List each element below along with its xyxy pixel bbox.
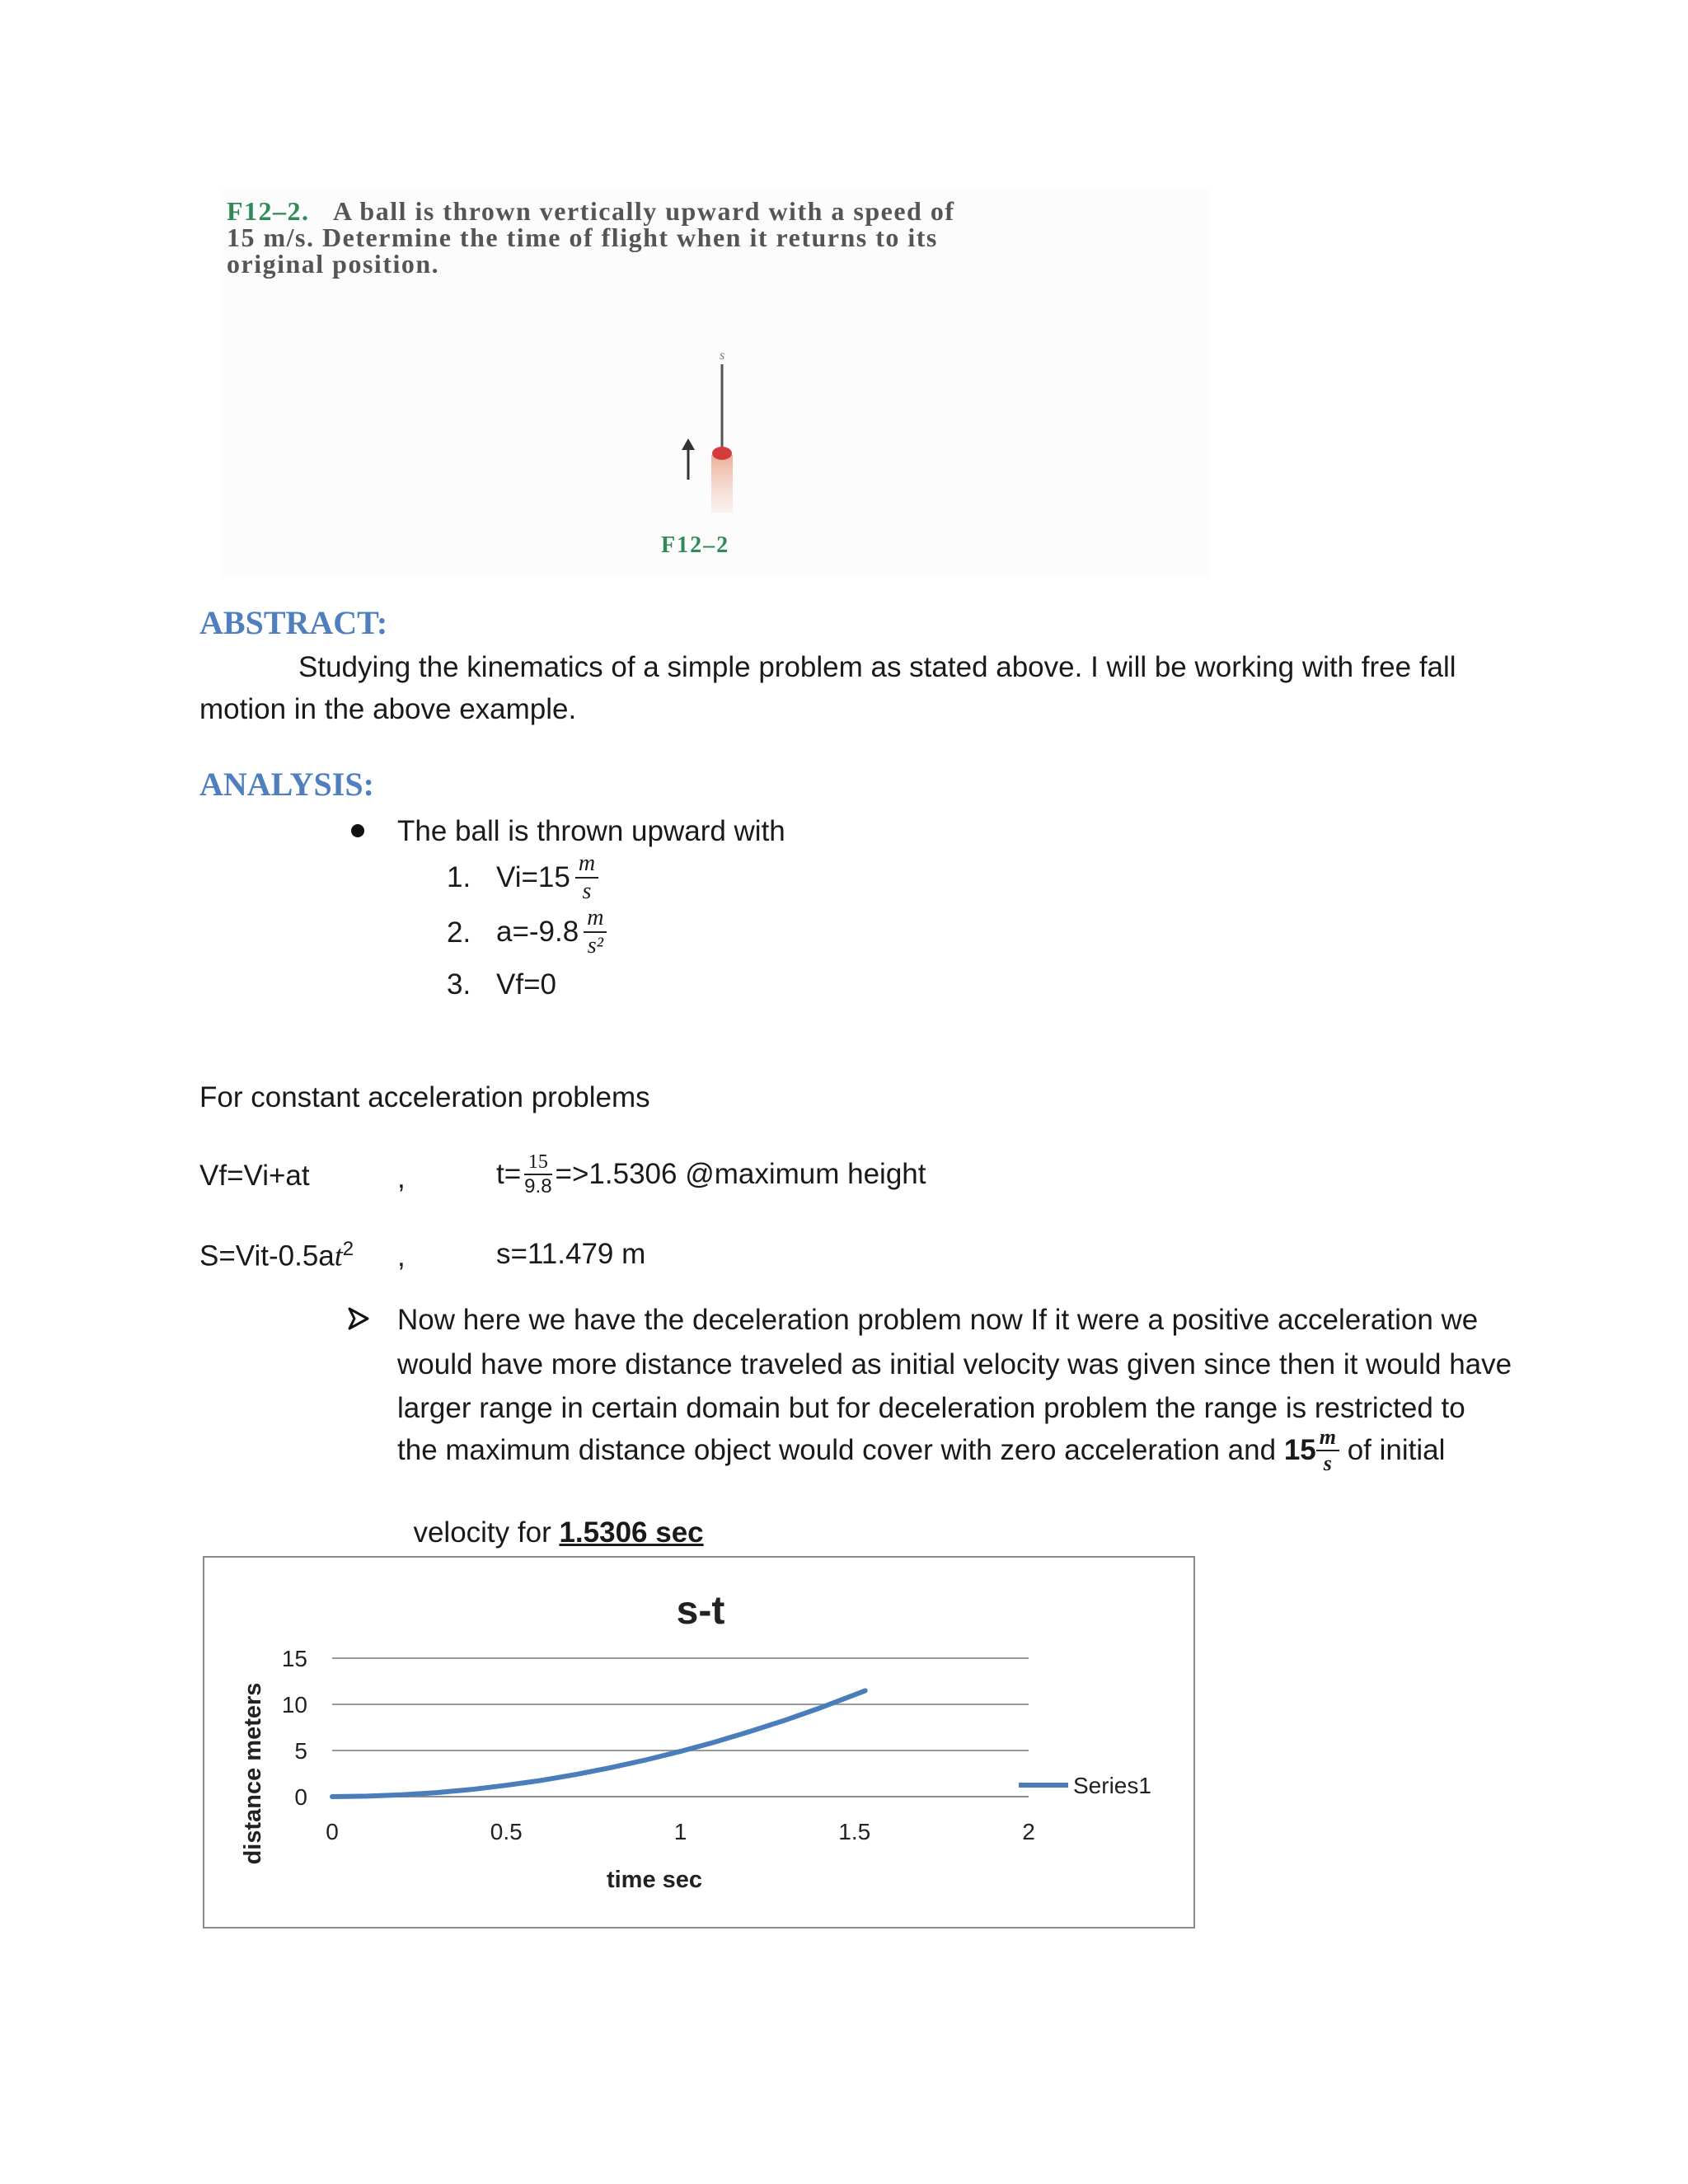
eq1-numerator: 15 [524, 1152, 551, 1175]
unit-denominator: s [582, 879, 592, 904]
discussion-speed-unit [1316, 1427, 1339, 1474]
item-2-number: 2. [447, 916, 471, 949]
s-axis-label: s [720, 349, 725, 363]
ball [712, 447, 732, 460]
ball-diagram [659, 338, 758, 519]
discussion-line-5-text: velocity for [413, 1516, 560, 1549]
abstract-line-2: motion in the above example. [199, 693, 577, 725]
bullet-text: The ball is thrown upward with [397, 815, 785, 847]
s-t-chart [204, 1558, 1193, 1927]
discussion-time-value: 1.5306 sec [559, 1516, 704, 1549]
eq2-text: S=Vit-0.5a [199, 1240, 335, 1272]
problem-line-2: 15 m/s. Determine the time of flight when it returns to its [227, 223, 938, 252]
chart-title: s-t [676, 1589, 725, 1633]
tick-labels [282, 1646, 1035, 1844]
arrow-bullet-icon [348, 1307, 369, 1330]
eq1-result: =>1.5306 @maximum height [555, 1158, 926, 1190]
y-tick-0: 0 [294, 1784, 307, 1810]
equation-1-comma: , [397, 1162, 406, 1194]
legend [1019, 1773, 1151, 1798]
x-tick-2: 2 [1022, 1819, 1035, 1844]
unit-denominator: s [1323, 1451, 1332, 1475]
discussion-line-4-text: the maximum distance object would cover with zero acceleration and [397, 1434, 1284, 1466]
x-axis-label: time sec [606, 1867, 703, 1893]
item-1 [496, 849, 598, 907]
abstract-line-1: Studying the kinematics of a simple problem as stated above. I will be working with free fall [298, 651, 1456, 683]
problem-text-1: A ball is thrown vertically upward with a speed of [333, 196, 955, 226]
motion-trail [711, 455, 733, 513]
item-3-number: 3. [447, 968, 471, 1001]
unit-numerator: m [575, 852, 598, 879]
equation-2-comma: , [397, 1240, 406, 1272]
problem-line-1 [227, 198, 955, 224]
discussion-line-4 [397, 1422, 1445, 1479]
figure-label: F12–2 [661, 532, 730, 558]
unit-denominator: s² [587, 933, 603, 958]
chart-container [203, 1556, 1195, 1929]
item-1-text: Vi=15 [496, 861, 570, 893]
y-tick-10: 10 [281, 1692, 307, 1718]
discussion-line-5 [397, 1483, 704, 1549]
discussion-line-3: larger range in certain domain but for deceleration problem the range is restricted to [397, 1392, 1465, 1424]
grid-lines [332, 1658, 1029, 1797]
x-tick-1.5: 1.5 [838, 1819, 871, 1844]
y-tick-15: 15 [281, 1646, 307, 1671]
eq1-denominator: 9.8 [524, 1175, 552, 1197]
up-arrow-head [682, 438, 695, 450]
unit-numerator: m [1316, 1427, 1339, 1451]
series-line-1 [332, 1690, 865, 1797]
item-3-text: Vf=0 [496, 968, 556, 1001]
unit-numerator: m [584, 907, 607, 933]
item-2-text: a=-9.8 [496, 916, 579, 948]
eq2-exponent: 2 [342, 1238, 354, 1260]
bullet-dot [351, 824, 364, 837]
x-tick-0: 0 [326, 1819, 339, 1844]
equation-1-right [496, 1141, 926, 1207]
equation-2-result: s=11.479 m [496, 1238, 646, 1270]
eq1-t: t= [496, 1158, 522, 1190]
equations-intro: For constant acceleration problems [199, 1081, 650, 1113]
y-tick-5: 5 [294, 1738, 307, 1764]
problem-line-3: original position. [227, 249, 440, 279]
eq2-variable: t [334, 1239, 343, 1272]
series-lines [332, 1690, 865, 1797]
problem-tag: F12–2. [227, 196, 310, 226]
item-1-unit [575, 852, 598, 903]
abstract-heading: ABSTRACT: [199, 604, 388, 641]
x-tick-0.5: 0.5 [490, 1819, 523, 1844]
analysis-heading: ANALYSIS: [199, 766, 374, 803]
y-axis-label: distance meters [240, 1682, 266, 1865]
eq1-fraction [524, 1152, 551, 1197]
equation-2-left [199, 1238, 354, 1273]
item-2 [496, 903, 607, 961]
item-2-unit [584, 907, 607, 958]
discussion-line-4-end: of initial [1339, 1434, 1446, 1466]
equation-1-left: Vf=Vi+at [199, 1160, 310, 1192]
item-1-number: 1. [447, 861, 471, 893]
discussion-line-1: Now here we have the deceleration problem now If it were a positive acceleration we [397, 1304, 1479, 1336]
legend-label-1: Series1 [1073, 1773, 1151, 1798]
discussion-speed-value: 15 [1283, 1434, 1316, 1466]
x-tick-1: 1 [673, 1819, 687, 1844]
discussion-line-2: would have more distance traveled as initial velocity was given since then it would have [397, 1348, 1512, 1380]
